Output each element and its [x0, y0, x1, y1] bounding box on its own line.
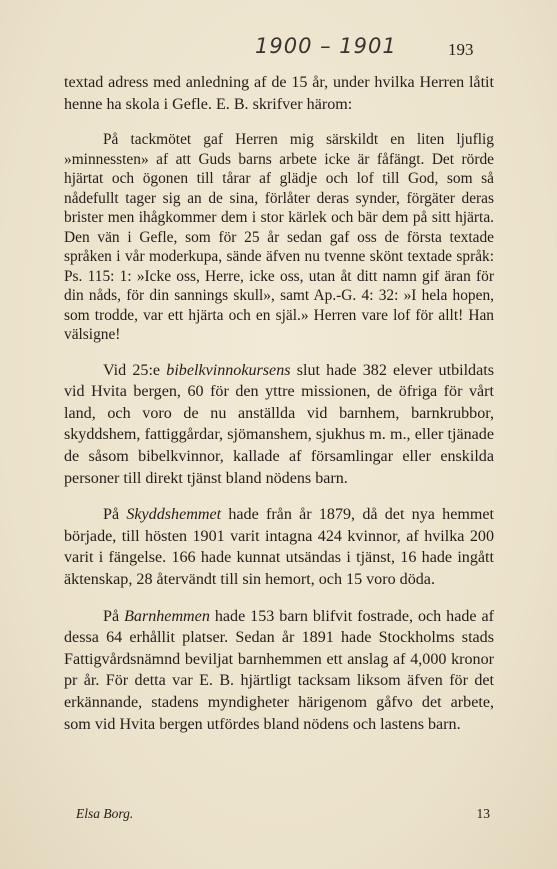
paragraph-quote: På tackmötet gaf Herren mig särskildt en liten ljuflig »minnessten» af att Guds barns arbete icke är fåfängt. Det rörde hjärtat och ögonen till tårar af glädje och lof till God, som så nådefullt tager sig an de sina, förlåter deras synder, förgäter deras brister men ihågkommer dem i stor kärlek och bär dem på sitt hjärta. Den vän i Gefle, som för 25 år sedan gaf oss de första textade språken i vår moderkupa, sände äfven nu tvenne skönt textade språk: Ps. 115: 1: »Icke oss, Herre, icke oss, utan åt ditt namn gif äran för din nåds, för din sannings skull», samt Ap.-G. 4: 32: »I hela hopen, som trodde, var ett hjärta och en själ.» Herren vare lof för allt! Han välsigne!	[64, 131, 494, 344]
paragraph-barnhemmen	[64, 606, 494, 736]
page-number: 193	[448, 40, 474, 59]
paragraph-skyddshemmet	[64, 504, 494, 590]
p3-italic-term: bibelkvinnokursens	[166, 361, 291, 379]
paragraph-intro: textad adress med anledning af de 15 år, under hvilka Herren låtit henne ha skola i Gefle. E. B. skrifver härom:	[64, 74, 494, 113]
sheet-number: 13	[476, 806, 490, 821]
p3-text-before: Vid 25:e	[103, 361, 167, 379]
handwritten-note: 1900 – 1901	[255, 34, 397, 58]
page-body	[64, 72, 494, 735]
page-footer	[76, 806, 490, 822]
p4-text-before: På	[103, 506, 127, 524]
paragraph-bibelkvinnokurs	[64, 360, 494, 490]
p5-italic-term: Barnhemmen	[124, 607, 210, 625]
footer-signature: Elsa Borg.	[76, 806, 134, 821]
p3-text-after: slut hade 382 elever utbildats vid Hvita bergen, 60 för den yttre missionen, de öfriga för vårt land, och voro de nu anställda vid barnhem, barnkrubbor, skyddshem, fattiggårdar, sjömanshem, sjukhus m. m., eller tjänade de såsom bibelkvinnor, kallade af församlingar eller enskilda personer till direkt tjänst bland nödens barn.	[64, 361, 494, 487]
p4-text-after: hade från år 1879, då det nya hemmet började, till hösten 1901 varit intagna 424 kvinnor, af hvilka 200 varit i fängelse. 166 hade kunnat utsändas i tjänst, 16 hade ingått äktenskap, 28 återvändt till sin hemort, och 15 voro döda.	[64, 506, 494, 589]
p5-text-after: hade 153 barn blifvit fostrade, och hade af dessa 64 erhållit platser. Sedan år 1891 hade Stockholms stads Fattigvårdsnämnd beviljat barnhemmen ett anslag af 4,000 kronor pr år. För detta var E. B. hjärtligt tacksam liksom äfven för det erkännande, stadens myndigheter härigenom gåfvo det arbete, som vid Hvita bergen utfördes bland nödens och lastens barn.	[64, 607, 494, 733]
p4-italic-term: Skyddshemmet	[126, 506, 222, 524]
p5-text-before: På	[103, 607, 125, 625]
